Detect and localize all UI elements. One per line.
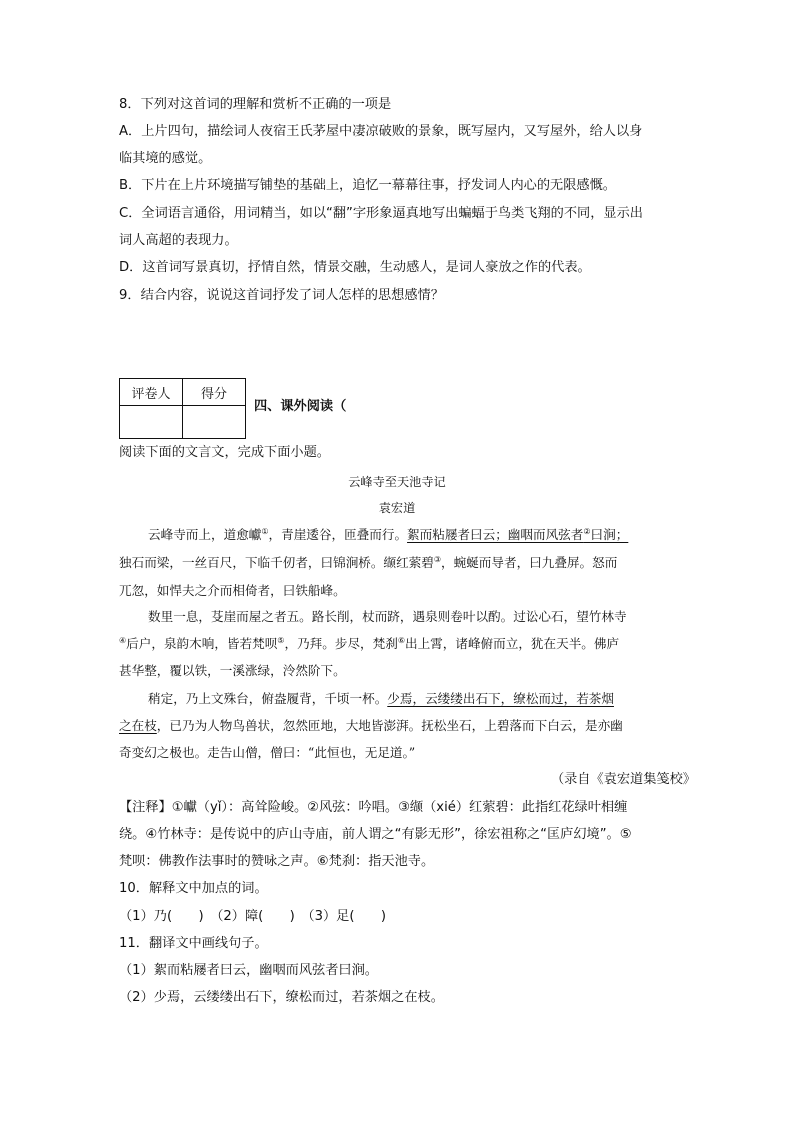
passage-source: （录自《袁宏道集笺校》 (550, 772, 696, 787)
passage-p3-line1: 稍定，乃上文殊台，俯盎履背，千顷一杯。少焉，云缕缕出石下，缭松而过，若茶烟 (148, 691, 614, 706)
q11-stem: 11．翻译文中画线句子。 (119, 936, 268, 951)
notes-line2: 绕。④竹林寺：是传说中的庐山寺庙，前人谓之“有影无形”，徐宏祖称之“匡庐幻境”。⑤ (119, 827, 632, 842)
q10-stem: 10．解释文中加点的词。 (119, 881, 268, 896)
score-table (119, 378, 246, 439)
q8-option-c-line1: C．全词语言通俗，用词精当，如以“翻”字形象逼真地写出蝙蝠于鸟类飞翔的不同，显示出 (119, 206, 643, 221)
passage-title: 云峰寺至天池寺记 (348, 475, 446, 489)
q8-option-c-line2: 词人高超的表现力。 (119, 233, 238, 248)
passage-p2-line3: 甚华整，覆以铁，一溪涨绿，泠然阶下。 (119, 663, 346, 678)
passage-p1-line1: 云峰寺而上，道愈巘①，青崖逶谷，匝叠而行。絮而粘屦者曰云；幽咽而风弦者②曰涧； (148, 526, 629, 542)
q8-stem: 8．下列对这首词的理解和赏析不正确的一项是 (119, 97, 392, 112)
q11-sentence-2: （2）少焉，云缕缕出石下，缭松而过，若茶烟之在枝。 (119, 990, 444, 1005)
grader-label: 评卷人 (120, 379, 183, 406)
score-label: 得分 (183, 379, 246, 406)
score-cell[interactable] (183, 406, 246, 439)
notes-line3: 梵呗：佛教作法事时的赞咏之声。⑥梵刹：指天池寺。 (119, 854, 435, 869)
q8-option-b: B．下片在上片环境描写铺垫的基础上，追忆一幕幕往事，抒发词人内心的无限感慨。 (119, 178, 616, 193)
passage-p3-line2: 之在枝，已乃为人物鸟兽状，忽然匝地，大地皆澎湃。抚松坐石，上碧落而下白云，是亦幽 (119, 718, 623, 733)
section-title: 四、课外阅读（ (254, 399, 347, 414)
passage-p2-line2: ④后户，泉韵木响，皆若梵呗⑤，乃拜。步尽，梵刹⑥出上霄，诸峰俯而立，犹在天半。佛庐 (119, 635, 620, 651)
q8-option-d: D．这首词写景真切，抒情自然，情景交融，生动感人，是词人豪放之作的代表。 (119, 260, 591, 275)
underlined-sentence-1: 絮而粘屦者曰云；幽咽而风弦者②曰涧； (407, 526, 629, 542)
q8-option-a-line1: A．上片四句，描绘词人夜宿王氏茅屋中凄凉破败的景象，既写屋内，又写屋外，给人以身 (119, 124, 643, 139)
notes-line1: 【注释】①巘（yǐ）：高耸险峻。②风弦：吟唱。③缬（xié）红萦碧：此指红花绿叶相缠 (119, 800, 628, 815)
passage-p2-line1: 数里一息，芟崖而屋之者五。路长削，杖而跻，遇泉则卷叶以酌。过讼心石，望竹林寺 (148, 609, 627, 624)
passage-p3-line3: 奇变幻之极也。走告山僧，僧曰：“此恒也，无足道。” (119, 745, 416, 760)
underlined-sentence-2: 少焉，云缕缕出石下，缭松而过，若茶烟 (387, 691, 614, 706)
reading-instruction: 阅读下面的文言文，完成下面小题。 (119, 445, 330, 460)
q11-sentence-1: （1）絮而粘屦者曰云，幽咽而风弦者曰涧。 (119, 963, 378, 978)
passage-p1-line2: 独石而梁，一丝百尺，下临千仞者，曰锦涧桥。缬红萦碧③，蜿蜒而导者，曰九叠屏。怒而 (119, 554, 618, 570)
passage-p1-line3: 兀忽，如悍夫之介而相倚者，曰铁船峰。 (119, 583, 346, 598)
q10-items: （1）乃( ) （2）障( ) （3）足( ) (119, 909, 387, 924)
q9-stem: 9．结合内容，说说这首词抒发了词人怎样的思想感情？ (119, 288, 444, 303)
grader-cell[interactable] (120, 406, 183, 439)
passage-author: 袁宏道 (378, 501, 416, 515)
q8-option-a-line2: 临其境的感觉。 (119, 151, 212, 166)
